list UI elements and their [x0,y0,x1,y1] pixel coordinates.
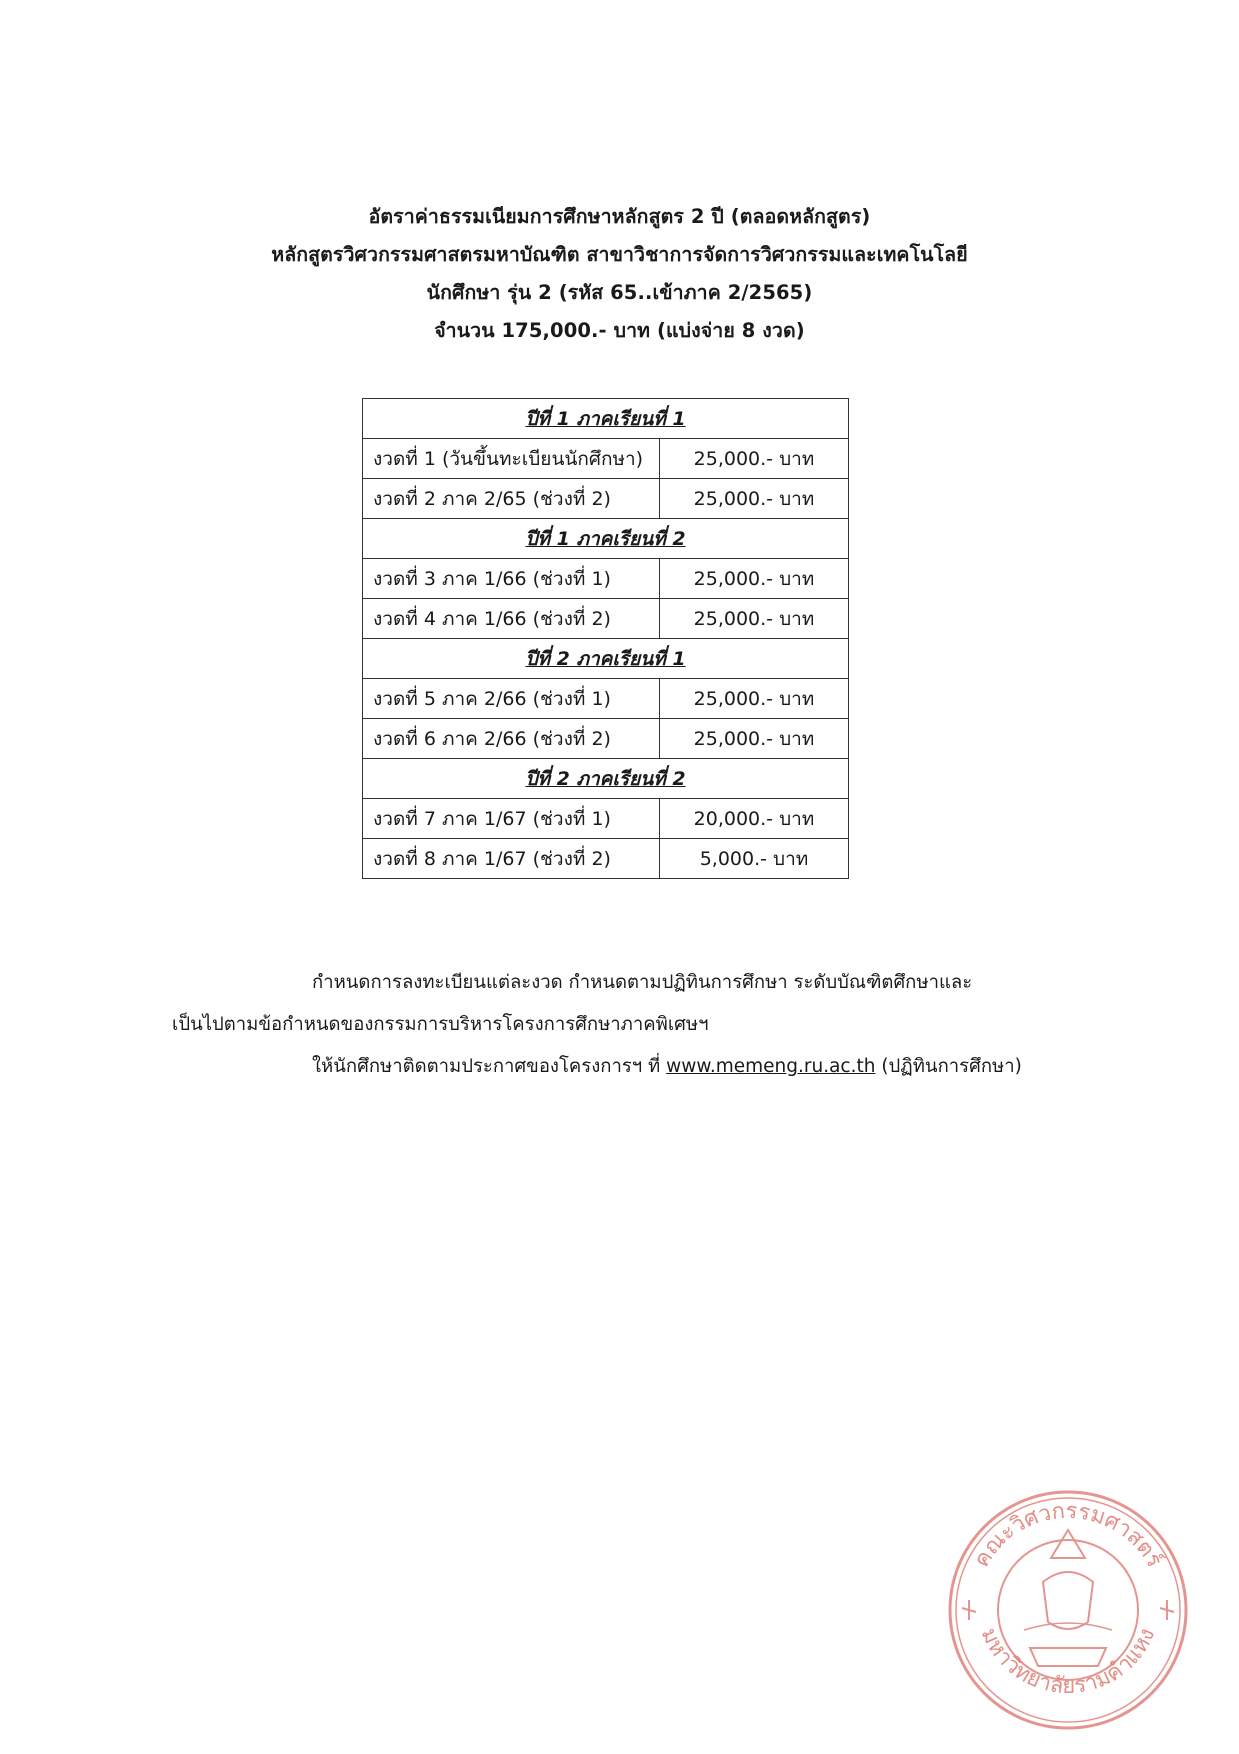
installment-label: งวดที่ 8 ภาค 1/67 (ช่วงที่ 2) [363,839,660,879]
section-title: ปีที่ 2 ภาคเรียนที่ 1 [363,639,849,679]
note-line: เป็นไปตามข้อกำหนดของกรรมการบริหารโครงการศึกษาภาคพิเศษฯ [172,1014,709,1035]
installment-label: งวดที่ 1 (วันขึ้นทะเบียนนักศึกษา) [363,439,660,479]
installment-label: งวดที่ 2 ภาค 2/65 (ช่วงที่ 2) [363,479,660,519]
fee-table [362,398,849,879]
note-line [312,1052,1022,1081]
header-title: อัตราค่าธรรมเนียมการศึกษาหลักสูตร 2 ปี (ตลอดหลักสูตร) [368,205,871,228]
note-suffix: (ปฏิทินการศึกษา) [881,1056,1022,1077]
section-row [363,399,849,439]
header-program: หลักสูตรวิศวกรรมศาสตรมหาบัณฑิต สาขาวิชาการจัดการวิศวกรรมและเทคโนโลยี [271,243,968,266]
section-title: ปีที่ 1 ภาคเรียนที่ 2 [363,519,849,559]
faculty-seal-stamp [938,1470,1198,1740]
installment-amount: 25,000.- บาท [660,479,849,519]
installment-label: งวดที่ 3 ภาค 1/66 (ช่วงที่ 1) [363,559,660,599]
installment-amount: 25,000.- บาท [660,439,849,479]
installment-row [363,719,849,759]
installment-amount: 25,000.- บาท [660,679,849,719]
installment-amount: 25,000.- บาท [660,559,849,599]
installment-amount: 25,000.- บาท [660,599,849,639]
seal-top-text: คณะวิศวกรรมศาสตร์ [969,1498,1167,1572]
installment-amount: 5,000.- บาท [660,839,849,879]
section-row [363,759,849,799]
installment-row [363,839,849,879]
note-line: กำหนดการลงทะเบียนแต่ละงวด กำหนดตามปฏิทินการศึกษา ระดับบัณฑิตศึกษาและ [312,972,973,993]
installment-row [363,559,849,599]
installment-label: งวดที่ 5 ภาค 2/66 (ช่วงที่ 1) [363,679,660,719]
section-row [363,519,849,559]
installment-label: งวดที่ 4 ภาค 1/66 (ช่วงที่ 2) [363,599,660,639]
installment-row [363,599,849,639]
header-cohort: นักศึกษา รุ่น 2 (รหัส 65..เข้าภาค 2/2565) [426,281,813,304]
section-title: ปีที่ 2 ภาคเรียนที่ 2 [363,759,849,799]
installment-row [363,439,849,479]
installment-label: งวดที่ 6 ภาค 2/66 (ช่วงที่ 2) [363,719,660,759]
note-prefix: ให้นักศึกษาติดตามประกาศของโครงการฯ ที่ [312,1056,661,1077]
installment-amount: 25,000.- บาท [660,719,849,759]
header-total: จำนวน 175,000.- บาท (แบ่งจ่าย 8 งวด) [434,319,805,342]
installment-row [363,799,849,839]
installment-label: งวดที่ 7 ภาค 1/67 (ช่วงที่ 1) [363,799,660,839]
seal-bottom-text: มหาวิทยาลัยรามคำแหง [975,1624,1161,1699]
document-header [0,198,1239,350]
website-link[interactable]: www.memeng.ru.ac.th [666,1056,876,1077]
installment-row [363,479,849,519]
installment-amount: 20,000.- บาท [660,799,849,839]
installment-row [363,679,849,719]
section-title: ปีที่ 1 ภาคเรียนที่ 1 [363,399,849,439]
section-row [363,639,849,679]
